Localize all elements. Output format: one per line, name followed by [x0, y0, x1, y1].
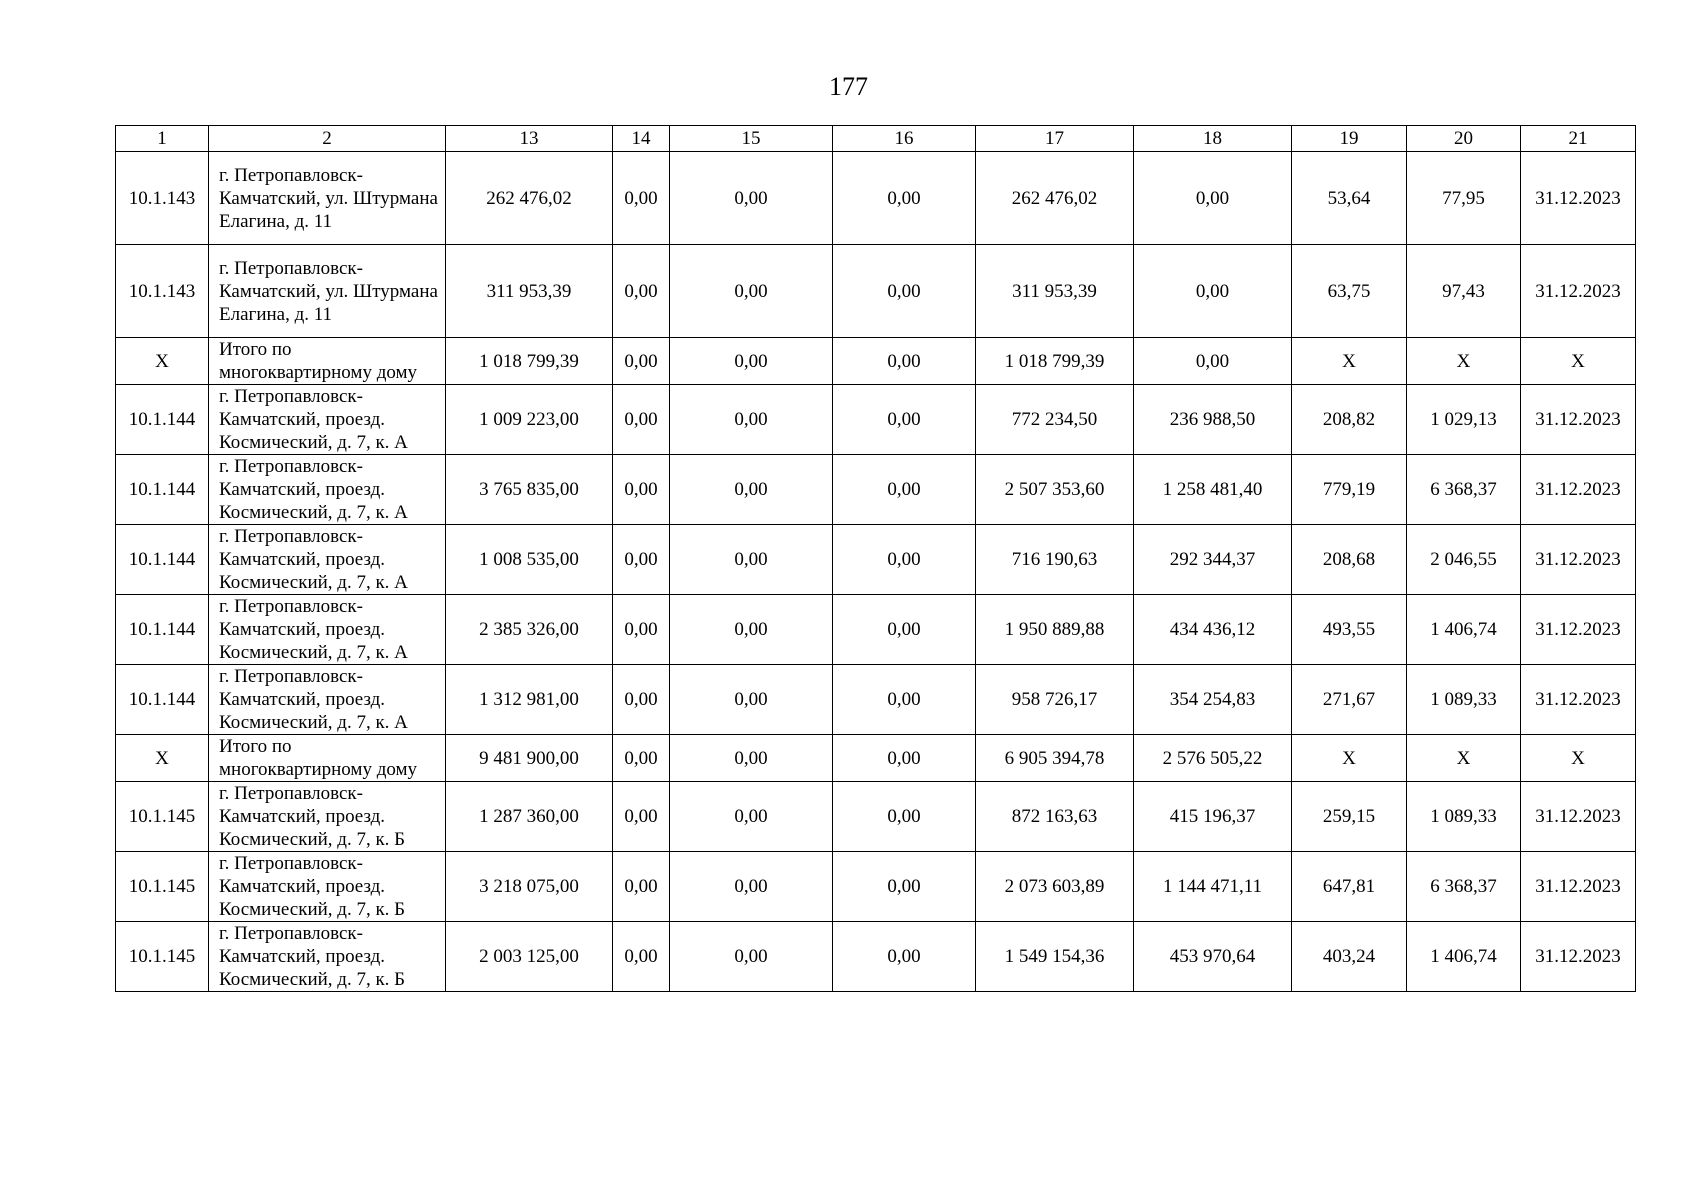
row-number-cell: Х [116, 735, 209, 782]
col14-cell: 0,00 [613, 152, 670, 245]
address-cell: г. Петропавловск-Камчатский, проезд. Космический, д. 7, к. А [209, 595, 446, 665]
col18-cell: 236 988,50 [1134, 385, 1292, 455]
col16-cell: 0,00 [833, 525, 976, 595]
table-row [116, 385, 1636, 455]
col15-cell: 0,00 [670, 385, 833, 455]
data-table [115, 125, 1636, 992]
col15-cell: 0,00 [670, 782, 833, 852]
column-header: 15 [670, 126, 833, 152]
col20-cell: 2 046,55 [1407, 525, 1521, 595]
col16-cell: 0,00 [833, 852, 976, 922]
page-number: 177 [829, 72, 868, 101]
row-number-cell: 10.1.144 [116, 525, 209, 595]
col20-cell: 1 089,33 [1407, 782, 1521, 852]
col15-cell: 0,00 [670, 338, 833, 385]
col19-cell: 208,82 [1292, 385, 1407, 455]
col18-cell: 0,00 [1134, 152, 1292, 245]
date-cell: 31.12.2023 [1521, 525, 1636, 595]
col20-cell: 1 029,13 [1407, 385, 1521, 455]
col18-cell: 354 254,83 [1134, 665, 1292, 735]
col13-cell: 1 018 799,39 [446, 338, 613, 385]
address-cell: г. Петропавловск-Камчатский, ул. Штурмана Елагина, д. 11 [209, 152, 446, 245]
address-cell: Итого по многоквартирному дому [209, 338, 446, 385]
col19-cell: 403,24 [1292, 922, 1407, 992]
column-header: 14 [613, 126, 670, 152]
col13-cell: 262 476,02 [446, 152, 613, 245]
col13-cell: 3 218 075,00 [446, 852, 613, 922]
table-row [116, 525, 1636, 595]
row-number-cell: 10.1.144 [116, 455, 209, 525]
date-cell: 31.12.2023 [1521, 782, 1636, 852]
col16-cell: 0,00 [833, 338, 976, 385]
col15-cell: 0,00 [670, 152, 833, 245]
col17-cell: 6 905 394,78 [976, 735, 1134, 782]
col19-cell: 493,55 [1292, 595, 1407, 665]
col14-cell: 0,00 [613, 852, 670, 922]
col20-cell: 97,43 [1407, 245, 1521, 338]
col18-cell: 1 144 471,11 [1134, 852, 1292, 922]
col18-cell: 0,00 [1134, 245, 1292, 338]
col13-cell: 1 287 360,00 [446, 782, 613, 852]
col18-cell: 453 970,64 [1134, 922, 1292, 992]
col20-cell: Х [1407, 735, 1521, 782]
row-number-cell: 10.1.145 [116, 852, 209, 922]
col14-cell: 0,00 [613, 338, 670, 385]
row-number-cell: 10.1.144 [116, 385, 209, 455]
col15-cell: 0,00 [670, 922, 833, 992]
col13-cell: 2 003 125,00 [446, 922, 613, 992]
col13-cell: 2 385 326,00 [446, 595, 613, 665]
column-header: 20 [1407, 126, 1521, 152]
address-cell: г. Петропавловск-Камчатский, проезд. Космический, д. 7, к. А [209, 455, 446, 525]
date-cell: Х [1521, 735, 1636, 782]
col18-cell: 2 576 505,22 [1134, 735, 1292, 782]
date-cell: 31.12.2023 [1521, 852, 1636, 922]
column-header: 16 [833, 126, 976, 152]
col17-cell: 872 163,63 [976, 782, 1134, 852]
table-row [116, 595, 1636, 665]
row-number-cell: 10.1.145 [116, 922, 209, 992]
col14-cell: 0,00 [613, 245, 670, 338]
col16-cell: 0,00 [833, 245, 976, 338]
col17-cell: 716 190,63 [976, 525, 1134, 595]
col17-cell: 1 018 799,39 [976, 338, 1134, 385]
col17-cell: 772 234,50 [976, 385, 1134, 455]
column-header: 19 [1292, 126, 1407, 152]
col19-cell: 271,67 [1292, 665, 1407, 735]
column-header: 1 [116, 126, 209, 152]
table-row [116, 782, 1636, 852]
column-header: 13 [446, 126, 613, 152]
column-header: 2 [209, 126, 446, 152]
col13-cell: 1 009 223,00 [446, 385, 613, 455]
table-row [116, 922, 1636, 992]
table-row [116, 245, 1636, 338]
address-cell: г. Петропавловск-Камчатский, проезд. Космический, д. 7, к. А [209, 665, 446, 735]
col14-cell: 0,00 [613, 735, 670, 782]
row-number-cell: 10.1.145 [116, 782, 209, 852]
row-number-cell: 10.1.144 [116, 595, 209, 665]
column-header: 18 [1134, 126, 1292, 152]
col15-cell: 0,00 [670, 455, 833, 525]
col14-cell: 0,00 [613, 665, 670, 735]
col17-cell: 1 950 889,88 [976, 595, 1134, 665]
col19-cell: 647,81 [1292, 852, 1407, 922]
col18-cell: 1 258 481,40 [1134, 455, 1292, 525]
col16-cell: 0,00 [833, 455, 976, 525]
col16-cell: 0,00 [833, 152, 976, 245]
col13-cell: 1 008 535,00 [446, 525, 613, 595]
col13-cell: 3 765 835,00 [446, 455, 613, 525]
col20-cell: 6 368,37 [1407, 455, 1521, 525]
col16-cell: 0,00 [833, 782, 976, 852]
row-number-cell: 10.1.143 [116, 245, 209, 338]
col20-cell: Х [1407, 338, 1521, 385]
col15-cell: 0,00 [670, 735, 833, 782]
address-cell: г. Петропавловск-Камчатский, проезд. Космический, д. 7, к. А [209, 525, 446, 595]
col19-cell: 259,15 [1292, 782, 1407, 852]
col13-cell: 311 953,39 [446, 245, 613, 338]
col14-cell: 0,00 [613, 595, 670, 665]
col14-cell: 0,00 [613, 525, 670, 595]
col16-cell: 0,00 [833, 665, 976, 735]
address-cell: г. Петропавловск-Камчатский, проезд. Космический, д. 7, к. Б [209, 782, 446, 852]
date-cell: 31.12.2023 [1521, 665, 1636, 735]
col13-cell: 1 312 981,00 [446, 665, 613, 735]
date-cell: 31.12.2023 [1521, 385, 1636, 455]
col13-cell: 9 481 900,00 [446, 735, 613, 782]
row-number-cell: Х [116, 338, 209, 385]
date-cell: 31.12.2023 [1521, 152, 1636, 245]
col18-cell: 415 196,37 [1134, 782, 1292, 852]
table-row [116, 852, 1636, 922]
col17-cell: 262 476,02 [976, 152, 1134, 245]
col19-cell: 208,68 [1292, 525, 1407, 595]
col20-cell: 77,95 [1407, 152, 1521, 245]
table-row [116, 455, 1636, 525]
col17-cell: 311 953,39 [976, 245, 1134, 338]
date-cell: Х [1521, 338, 1636, 385]
col14-cell: 0,00 [613, 385, 670, 455]
column-header: 17 [976, 126, 1134, 152]
row-number-cell: 10.1.144 [116, 665, 209, 735]
col14-cell: 0,00 [613, 922, 670, 992]
col14-cell: 0,00 [613, 455, 670, 525]
address-cell: г. Петропавловск-Камчатский, ул. Штурмана Елагина, д. 11 [209, 245, 446, 338]
col16-cell: 0,00 [833, 922, 976, 992]
col20-cell: 1 089,33 [1407, 665, 1521, 735]
col20-cell: 6 368,37 [1407, 852, 1521, 922]
col19-cell: 53,64 [1292, 152, 1407, 245]
table-row [116, 665, 1636, 735]
col20-cell: 1 406,74 [1407, 922, 1521, 992]
col19-cell: 779,19 [1292, 455, 1407, 525]
date-cell: 31.12.2023 [1521, 245, 1636, 338]
col18-cell: 434 436,12 [1134, 595, 1292, 665]
col15-cell: 0,00 [670, 665, 833, 735]
address-cell: г. Петропавловск-Камчатский, проезд. Космический, д. 7, к. Б [209, 922, 446, 992]
table-body [116, 152, 1636, 992]
col18-cell: 0,00 [1134, 338, 1292, 385]
col16-cell: 0,00 [833, 385, 976, 455]
col16-cell: 0,00 [833, 595, 976, 665]
col15-cell: 0,00 [670, 245, 833, 338]
row-number-cell: 10.1.143 [116, 152, 209, 245]
col19-cell: Х [1292, 338, 1407, 385]
table-row [116, 735, 1636, 782]
table-row [116, 338, 1636, 385]
col17-cell: 958 726,17 [976, 665, 1134, 735]
col17-cell: 2 073 603,89 [976, 852, 1134, 922]
col15-cell: 0,00 [670, 852, 833, 922]
address-cell: г. Петропавловск-Камчатский, проезд. Космический, д. 7, к. Б [209, 852, 446, 922]
address-cell: Итого по многоквартирному дому [209, 735, 446, 782]
date-cell: 31.12.2023 [1521, 922, 1636, 992]
address-cell: г. Петропавловск-Камчатский, проезд. Космический, д. 7, к. А [209, 385, 446, 455]
col15-cell: 0,00 [670, 595, 833, 665]
col17-cell: 1 549 154,36 [976, 922, 1134, 992]
col17-cell: 2 507 353,60 [976, 455, 1134, 525]
table-row [116, 152, 1636, 245]
col15-cell: 0,00 [670, 525, 833, 595]
col19-cell: Х [1292, 735, 1407, 782]
col20-cell: 1 406,74 [1407, 595, 1521, 665]
date-cell: 31.12.2023 [1521, 595, 1636, 665]
column-header: 21 [1521, 126, 1636, 152]
header-row [116, 126, 1636, 152]
col16-cell: 0,00 [833, 735, 976, 782]
col19-cell: 63,75 [1292, 245, 1407, 338]
date-cell: 31.12.2023 [1521, 455, 1636, 525]
col14-cell: 0,00 [613, 782, 670, 852]
col18-cell: 292 344,37 [1134, 525, 1292, 595]
